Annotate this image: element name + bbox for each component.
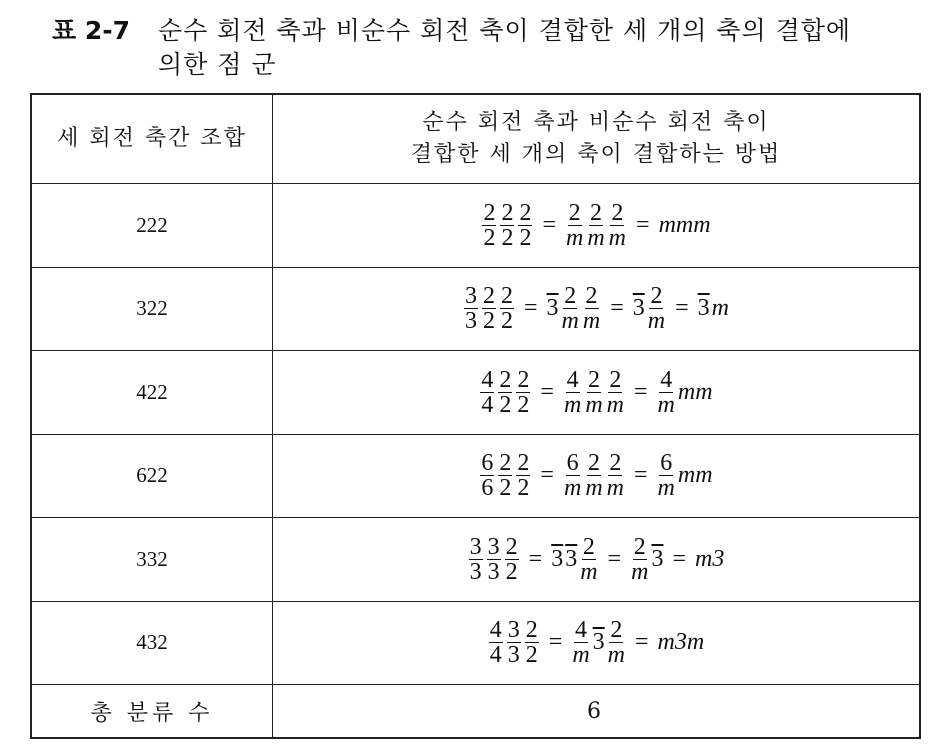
fraction-denominator: m (631, 558, 649, 585)
fraction-numerator: 2 (517, 450, 530, 477)
fraction (500, 199, 514, 251)
fraction-numerator: 4 (481, 366, 494, 393)
rotoinversion-symbol: 3 (565, 545, 578, 572)
fraction-numerator: 2 (609, 450, 622, 477)
caption-line-1: 순수 회전 축과 비순수 회전 축이 결합한 세 개의 축의 결합에 (158, 16, 852, 45)
rotoinversion-symbol: 3 (651, 545, 664, 572)
combination-method-cell (273, 434, 921, 518)
fraction (631, 533, 649, 585)
point-group-symbol: m (711, 295, 729, 322)
fraction (582, 283, 601, 335)
fraction-numerator: 6 (481, 450, 494, 477)
header-method-text: 순수 회전 축과 비순수 회전 축이 결합한 세 개의 축이 결합하는 방법 (410, 110, 782, 167)
fraction (498, 450, 512, 502)
header-method (273, 94, 921, 184)
fraction (585, 450, 603, 502)
table-row (31, 434, 920, 518)
point-group-symbol: mmm (658, 211, 711, 238)
point-group-symbol: mm (677, 378, 713, 405)
fraction (608, 199, 627, 251)
fraction-numerator: 3 (507, 617, 520, 644)
rotoinversion-symbol: 3 (546, 295, 559, 322)
fraction-denominator: m (582, 308, 601, 335)
equals-sign: = (610, 295, 624, 322)
fraction-numerator: 2 (482, 283, 495, 310)
fraction (489, 617, 503, 669)
symmetry-expression (480, 199, 711, 251)
fraction-numerator: 3 (487, 533, 500, 560)
axis-combination-cell: 622 (31, 434, 273, 518)
fraction-denominator: 3 (507, 642, 520, 669)
fraction (561, 283, 579, 335)
total-label: 총 분류 수 (31, 685, 273, 738)
fraction (657, 366, 675, 418)
total-value: 6 (273, 685, 921, 738)
fraction-denominator: m (585, 475, 603, 502)
fraction (572, 617, 590, 669)
fraction (482, 199, 496, 251)
fraction (507, 617, 521, 669)
axis-combination-cell: 432 (31, 601, 273, 685)
fraction (563, 366, 582, 418)
fraction (505, 533, 519, 585)
equals-sign: = (548, 629, 563, 656)
symmetry-expression (487, 617, 705, 669)
fraction-denominator: 2 (517, 475, 530, 502)
fraction-denominator: 2 (482, 308, 495, 335)
fraction (518, 199, 532, 251)
fraction-denominator: 2 (499, 391, 512, 418)
fraction-numerator: 2 (501, 199, 514, 226)
fraction-numerator: 4 (566, 366, 579, 393)
fraction-denominator: m (657, 391, 675, 418)
axis-combination-cell: 322 (31, 267, 273, 351)
table-number: 표 2-7 (52, 16, 131, 45)
symmetry-expression (462, 283, 730, 335)
equals-sign: = (636, 211, 650, 238)
equals-sign: = (634, 462, 648, 489)
fraction (480, 450, 494, 502)
fraction-denominator: 2 (525, 642, 538, 669)
point-group-table (30, 93, 921, 739)
rotoinversion-symbol: 3 (697, 295, 710, 322)
fraction-denominator: 2 (519, 224, 532, 251)
fraction (500, 283, 514, 335)
fraction-denominator: m (561, 308, 579, 335)
combination-method-cell (273, 351, 921, 435)
fraction-numerator: 4 (660, 366, 673, 393)
rotoinversion-symbol: 3 (551, 545, 564, 572)
fraction-numerator: 2 (525, 617, 538, 644)
fraction-numerator: 2 (519, 199, 532, 226)
fraction-denominator: m (608, 224, 627, 251)
fraction (657, 450, 675, 502)
fraction-numerator: 2 (582, 533, 595, 560)
header-combination: 세 회전 축간 조합 (31, 94, 273, 184)
fraction-denominator: 2 (517, 391, 530, 418)
equals-sign: = (635, 629, 649, 656)
fraction-denominator: m (563, 475, 582, 502)
fraction-numerator: 2 (517, 366, 530, 393)
symmetry-expression (478, 450, 713, 502)
equals-sign: = (523, 295, 538, 322)
equals-sign: = (540, 378, 554, 405)
fraction (482, 283, 496, 335)
fraction-numerator: 2 (499, 366, 512, 393)
total-row (31, 685, 920, 738)
fraction-denominator: m (606, 475, 624, 502)
fraction-numerator: 2 (568, 199, 581, 226)
table-header-row (31, 94, 920, 184)
fraction-numerator: 2 (610, 617, 623, 644)
rotoinversion-symbol: 3 (592, 629, 605, 656)
table-row (31, 601, 920, 685)
fraction-numerator: 2 (633, 533, 646, 560)
fraction-numerator: 2 (483, 199, 496, 226)
fraction (580, 533, 598, 585)
fraction (565, 199, 584, 251)
equals-sign: = (528, 545, 543, 572)
table-row (31, 518, 920, 602)
fraction-numerator: 2 (650, 283, 663, 310)
fraction-numerator: 2 (564, 283, 577, 310)
fraction (516, 450, 530, 502)
table-row (31, 267, 920, 351)
fraction-numerator: 2 (590, 199, 602, 226)
fraction-numerator: 4 (574, 617, 587, 644)
fraction-denominator: m (565, 224, 584, 251)
point-group-symbol: mm (677, 462, 713, 489)
combination-method-cell (273, 184, 921, 268)
table-row (31, 351, 920, 435)
fraction (606, 450, 624, 502)
fraction-numerator: 2 (609, 366, 622, 393)
fraction (464, 283, 478, 335)
table-caption (52, 14, 932, 82)
fraction (585, 366, 603, 418)
fraction-denominator: 2 (500, 308, 513, 335)
rotoinversion-symbol: 3 (632, 295, 645, 322)
axis-combination-cell: 332 (31, 518, 273, 602)
fraction-numerator: 2 (611, 199, 624, 226)
fraction (563, 450, 582, 502)
fraction-denominator: m (585, 391, 603, 418)
fraction-numerator: 3 (469, 533, 482, 560)
fraction-denominator: m (647, 308, 666, 335)
fraction (587, 199, 605, 251)
fraction-denominator: 2 (501, 224, 514, 251)
fraction (607, 617, 625, 669)
fraction-denominator: 2 (499, 475, 512, 502)
fraction (606, 366, 624, 418)
fraction-numerator: 6 (660, 450, 673, 477)
combination-method-cell (273, 267, 921, 351)
fraction-numerator: 6 (566, 450, 579, 477)
symmetry-expression (478, 366, 713, 418)
fraction-denominator: m (580, 558, 598, 585)
symmetry-expression (467, 533, 726, 585)
fraction-numerator: 2 (499, 450, 512, 477)
fraction-denominator: m (563, 391, 582, 418)
fraction-denominator: 6 (481, 475, 494, 502)
fraction-denominator: m (587, 224, 605, 251)
point-group-symbol: m3m (657, 629, 705, 656)
equals-sign: = (542, 211, 556, 238)
equals-sign: = (607, 545, 622, 572)
fraction-numerator: 4 (489, 617, 502, 644)
fraction-denominator: 4 (489, 642, 502, 669)
fraction (469, 533, 483, 585)
table-row (31, 184, 920, 268)
fraction-denominator: 2 (505, 558, 518, 585)
axis-combination-cell: 422 (31, 351, 273, 435)
equals-sign: = (634, 378, 648, 405)
fraction-denominator: 3 (487, 558, 500, 585)
fraction-denominator: m (606, 391, 624, 418)
fraction-denominator: 3 (469, 558, 482, 585)
combination-method-cell (273, 518, 921, 602)
table-body (31, 184, 920, 739)
fraction-numerator: 2 (500, 283, 513, 310)
fraction-numerator: 2 (587, 450, 600, 477)
fraction-numerator: 3 (464, 283, 477, 310)
equals-sign: = (540, 462, 554, 489)
axis-combination-cell: 222 (31, 184, 273, 268)
fraction-numerator: 2 (587, 366, 600, 393)
fraction (480, 366, 494, 418)
fraction-denominator: m (657, 475, 675, 502)
fraction-denominator: 3 (464, 308, 477, 335)
fraction (487, 533, 501, 585)
fraction (498, 366, 512, 418)
point-group-symbol: m3 (694, 545, 725, 572)
equals-sign: = (675, 295, 689, 322)
fraction-numerator: 2 (585, 283, 598, 310)
equals-sign: = (672, 545, 686, 572)
fraction-denominator: m (572, 642, 590, 669)
fraction-numerator: 2 (505, 533, 518, 560)
fraction (516, 366, 530, 418)
fraction (525, 617, 539, 669)
fraction (647, 283, 666, 335)
fraction-denominator: 4 (481, 391, 494, 418)
fraction-denominator: m (607, 642, 625, 669)
combination-method-cell (273, 601, 921, 685)
caption-line-2: 의한 점 군 (158, 50, 277, 79)
fraction-denominator: 2 (483, 224, 496, 251)
